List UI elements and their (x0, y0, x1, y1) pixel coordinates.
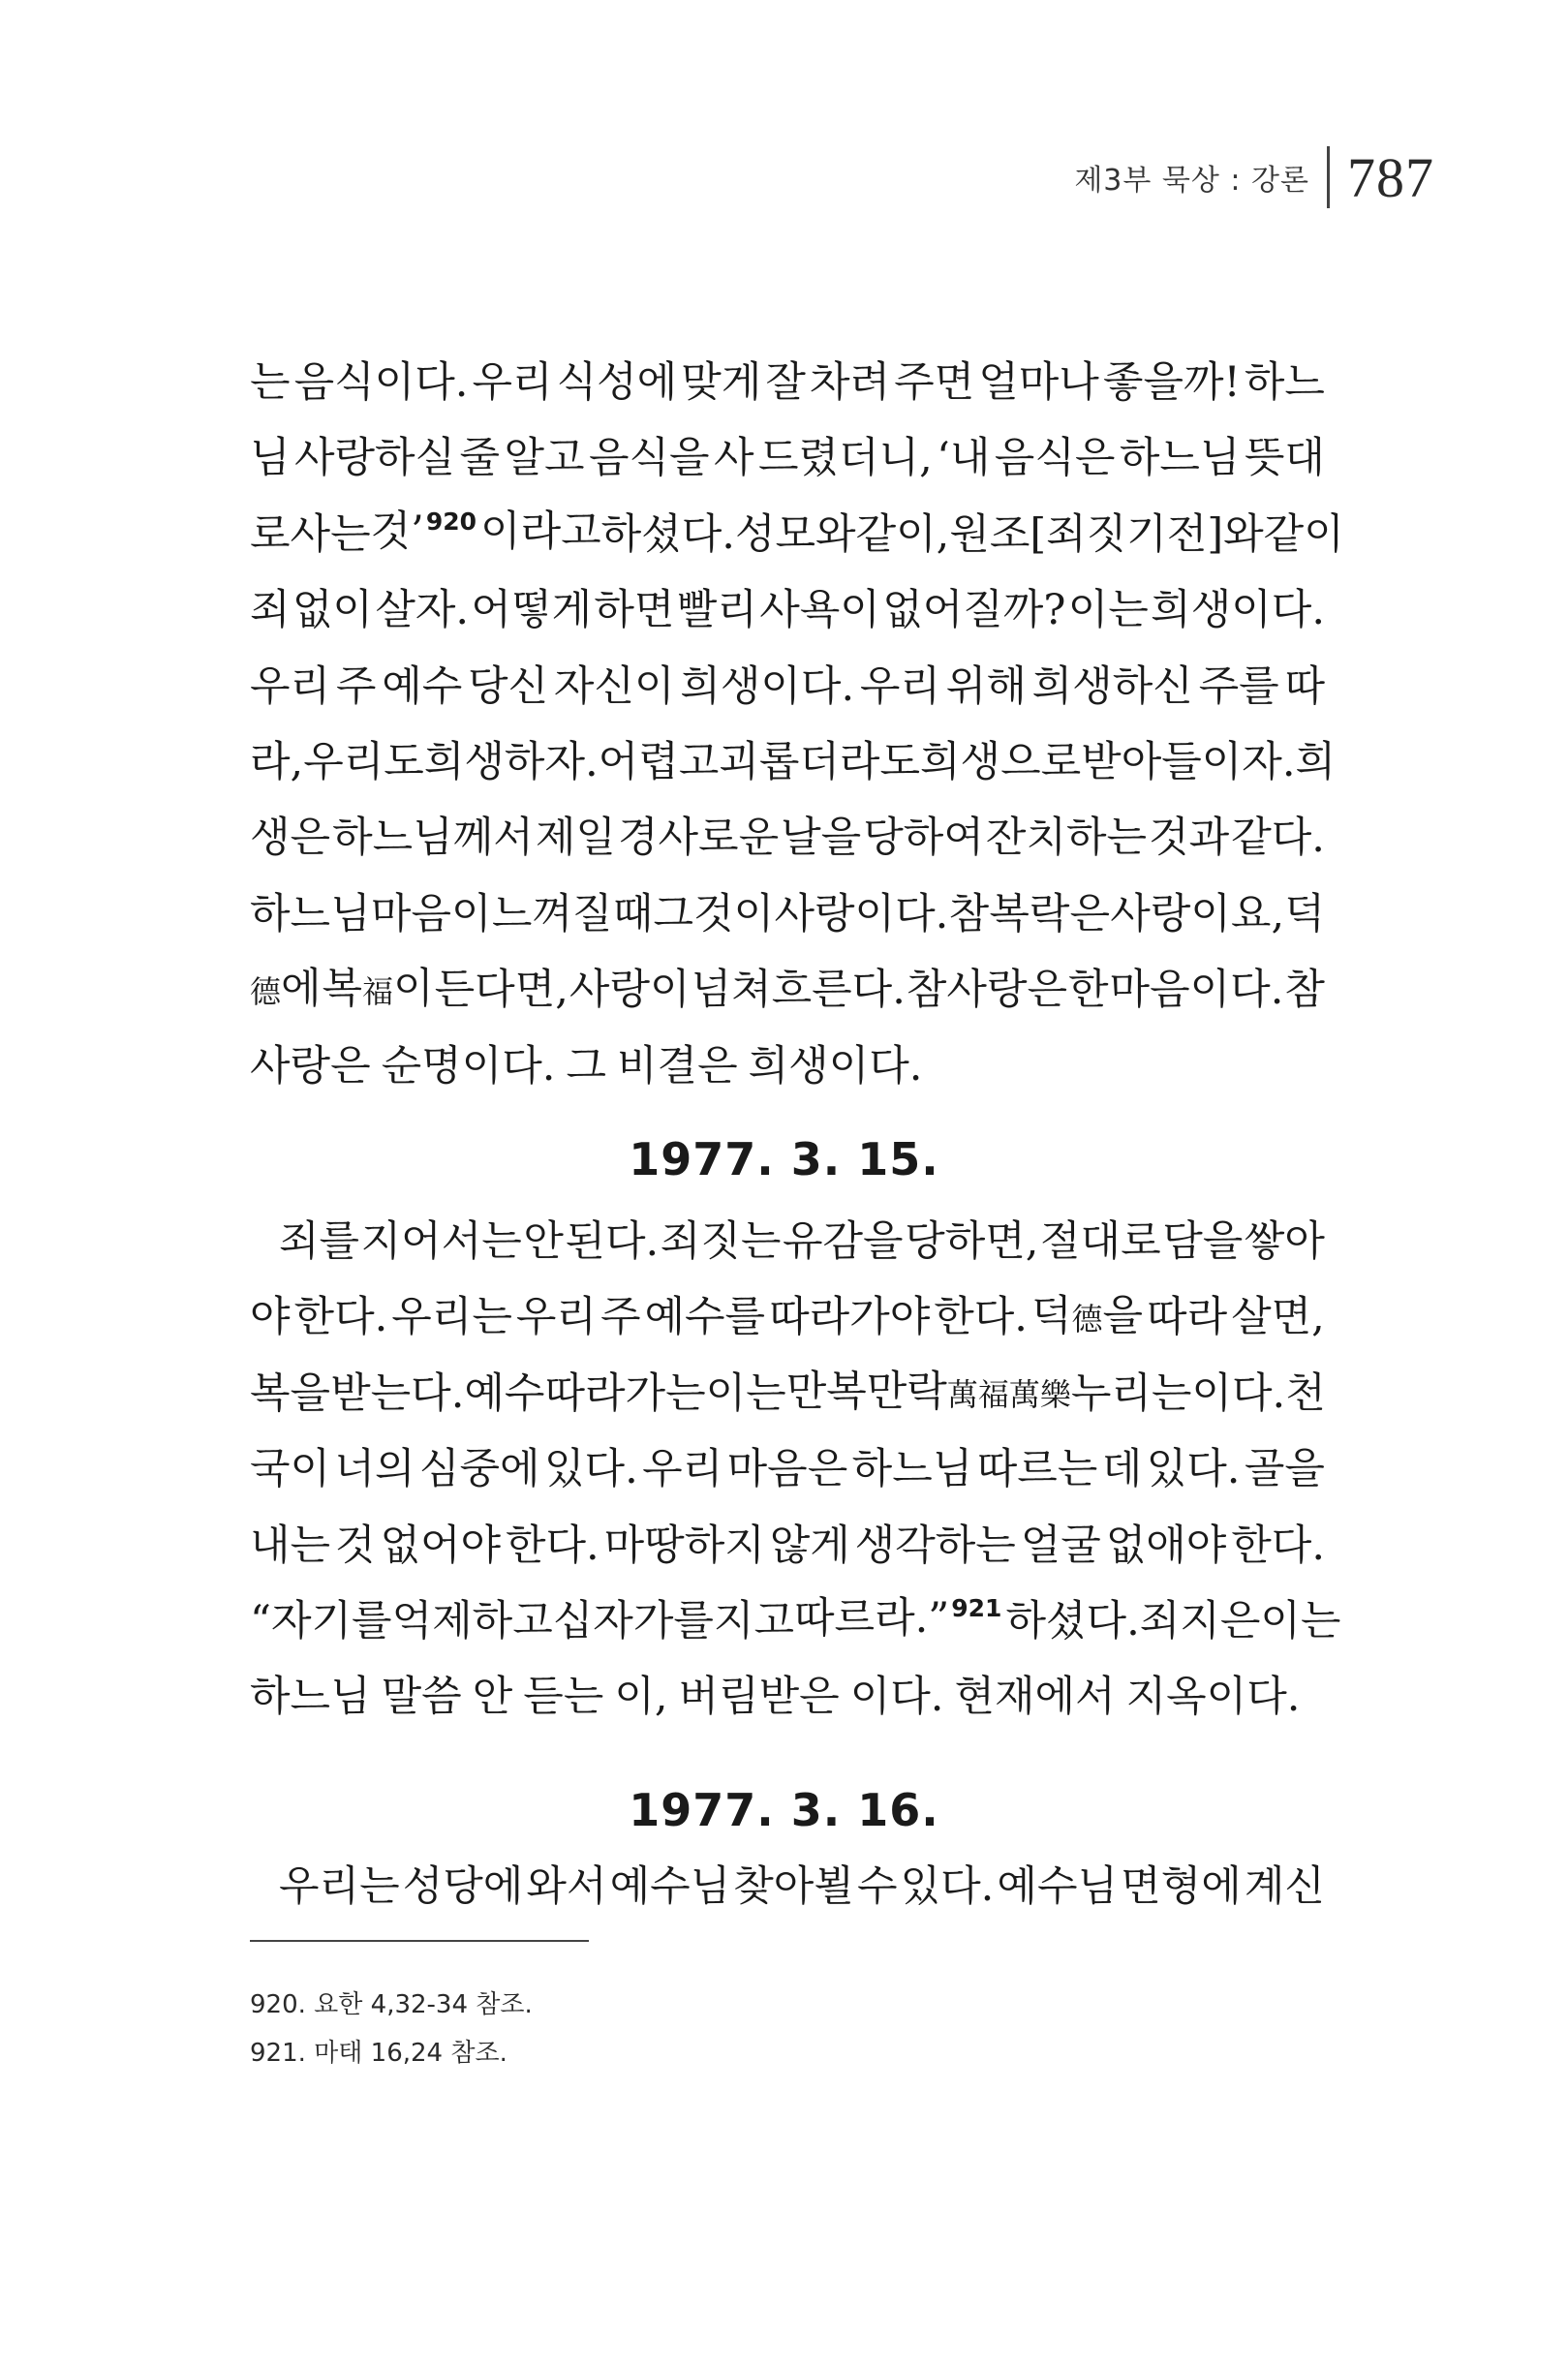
text-line: 하느님 마음이 느껴질 때 그것이 사랑이다. 참 복락은 사랑이요, 덕 (250, 889, 1325, 938)
paragraph-continued (250, 345, 1344, 1104)
footnote-ref-920[interactable]: 920 (425, 507, 477, 536)
text-line: 생은 하느님께서 제일 경사로운 날을 당하여 잔치하는 것과 같다. (250, 814, 1325, 863)
text-line: 님 사랑하실 줄 알고 음식을 사 드렸더니, ‘내 음식은 하느님 뜻대 (250, 434, 1325, 483)
text-line: 德에 복福이 든다면, 사랑이 넘쳐흐른다. 참사랑은 한 마음이다. 참 (250, 964, 1325, 1015)
section-date-heading: 1977. 3. 16. (629, 1784, 939, 1836)
text-line: 사랑은 순명이다. 그 비결은 희생이다. (250, 1041, 923, 1091)
text-line: 우리 주 예수 당신 자신이 희생이다. 우리 위해 희생하신 주를 따 (250, 661, 1325, 711)
footnote-ref-921[interactable]: 921 (951, 1593, 1002, 1622)
text-line: “자기를 억제하고 십자가를 지고 따르라.”$^{921}$ 하셨다. 죄지은 이는 (250, 1593, 1341, 1645)
text-line: 하느님 말씀 안 듣는 이, 버림받은 이다. 현재에서 지옥이다. (250, 1673, 1301, 1722)
text-line: 로 사는 것’$^{920}$이라고 하셨다. 성모와 같이, 원조[죄짓기 전]와 같이 (250, 507, 1344, 559)
text-line: 라, 우리도 희생하자. 어렵고 괴롭더라도 희생으로 받아들이자. 희 (250, 737, 1337, 786)
section-date-heading: 1977. 3. 15. (629, 1133, 939, 1185)
footnote-920: 920. 요한 4,32-34 참조. (250, 1990, 533, 2019)
text-line: 죄 없이 살자. 어떻게 하면 빨리 사욕이 없어질까? 이는 희생이다. (250, 586, 1325, 635)
header-divider (1327, 146, 1330, 208)
text-line: 국이 너의 심중에 있다. 우리 마음은 하느님 따르는 데 있다. 골을 (250, 1445, 1325, 1494)
text-line: 야 한다. 우리는 우리 주 예수를 따라가야 한다. 덕德을 따라 살면, (250, 1291, 1325, 1342)
text-line: 복을 받는다. 예수 따라가는 이는 만복만락萬福萬樂 누리는 이다. 천 (250, 1368, 1326, 1418)
page-number: 787 (1347, 145, 1434, 209)
text-line: 는 음식이다. 우리 식성에 맞게 잘 차려 주면 얼마나 좋을까! 하느 (250, 358, 1325, 407)
footnotes (250, 1981, 533, 2077)
running-header (1074, 143, 1434, 211)
section-paragraph (250, 1849, 1325, 1924)
text-line: 우리는 성당에 와서 예수님 찾아뵐 수 있다. 예수님 면형에 계신 (279, 1862, 1325, 1911)
text-line: 죄를 지어서는 안 된다. 죄짓는 유감을 당하면, 절대로 담을 쌓아 (279, 1217, 1325, 1266)
text-line: 내는 것 없어야 한다. 마땅하지 않게 생각하는 얼굴 없애야 한다. (250, 1521, 1325, 1570)
footnote-divider (250, 1940, 589, 1942)
running-header-title: 제3부 묵상 : 강론 (1074, 164, 1309, 198)
section-paragraph (250, 1204, 1341, 1736)
footnote-921: 921. 마태 16,24 참조. (250, 2039, 507, 2068)
